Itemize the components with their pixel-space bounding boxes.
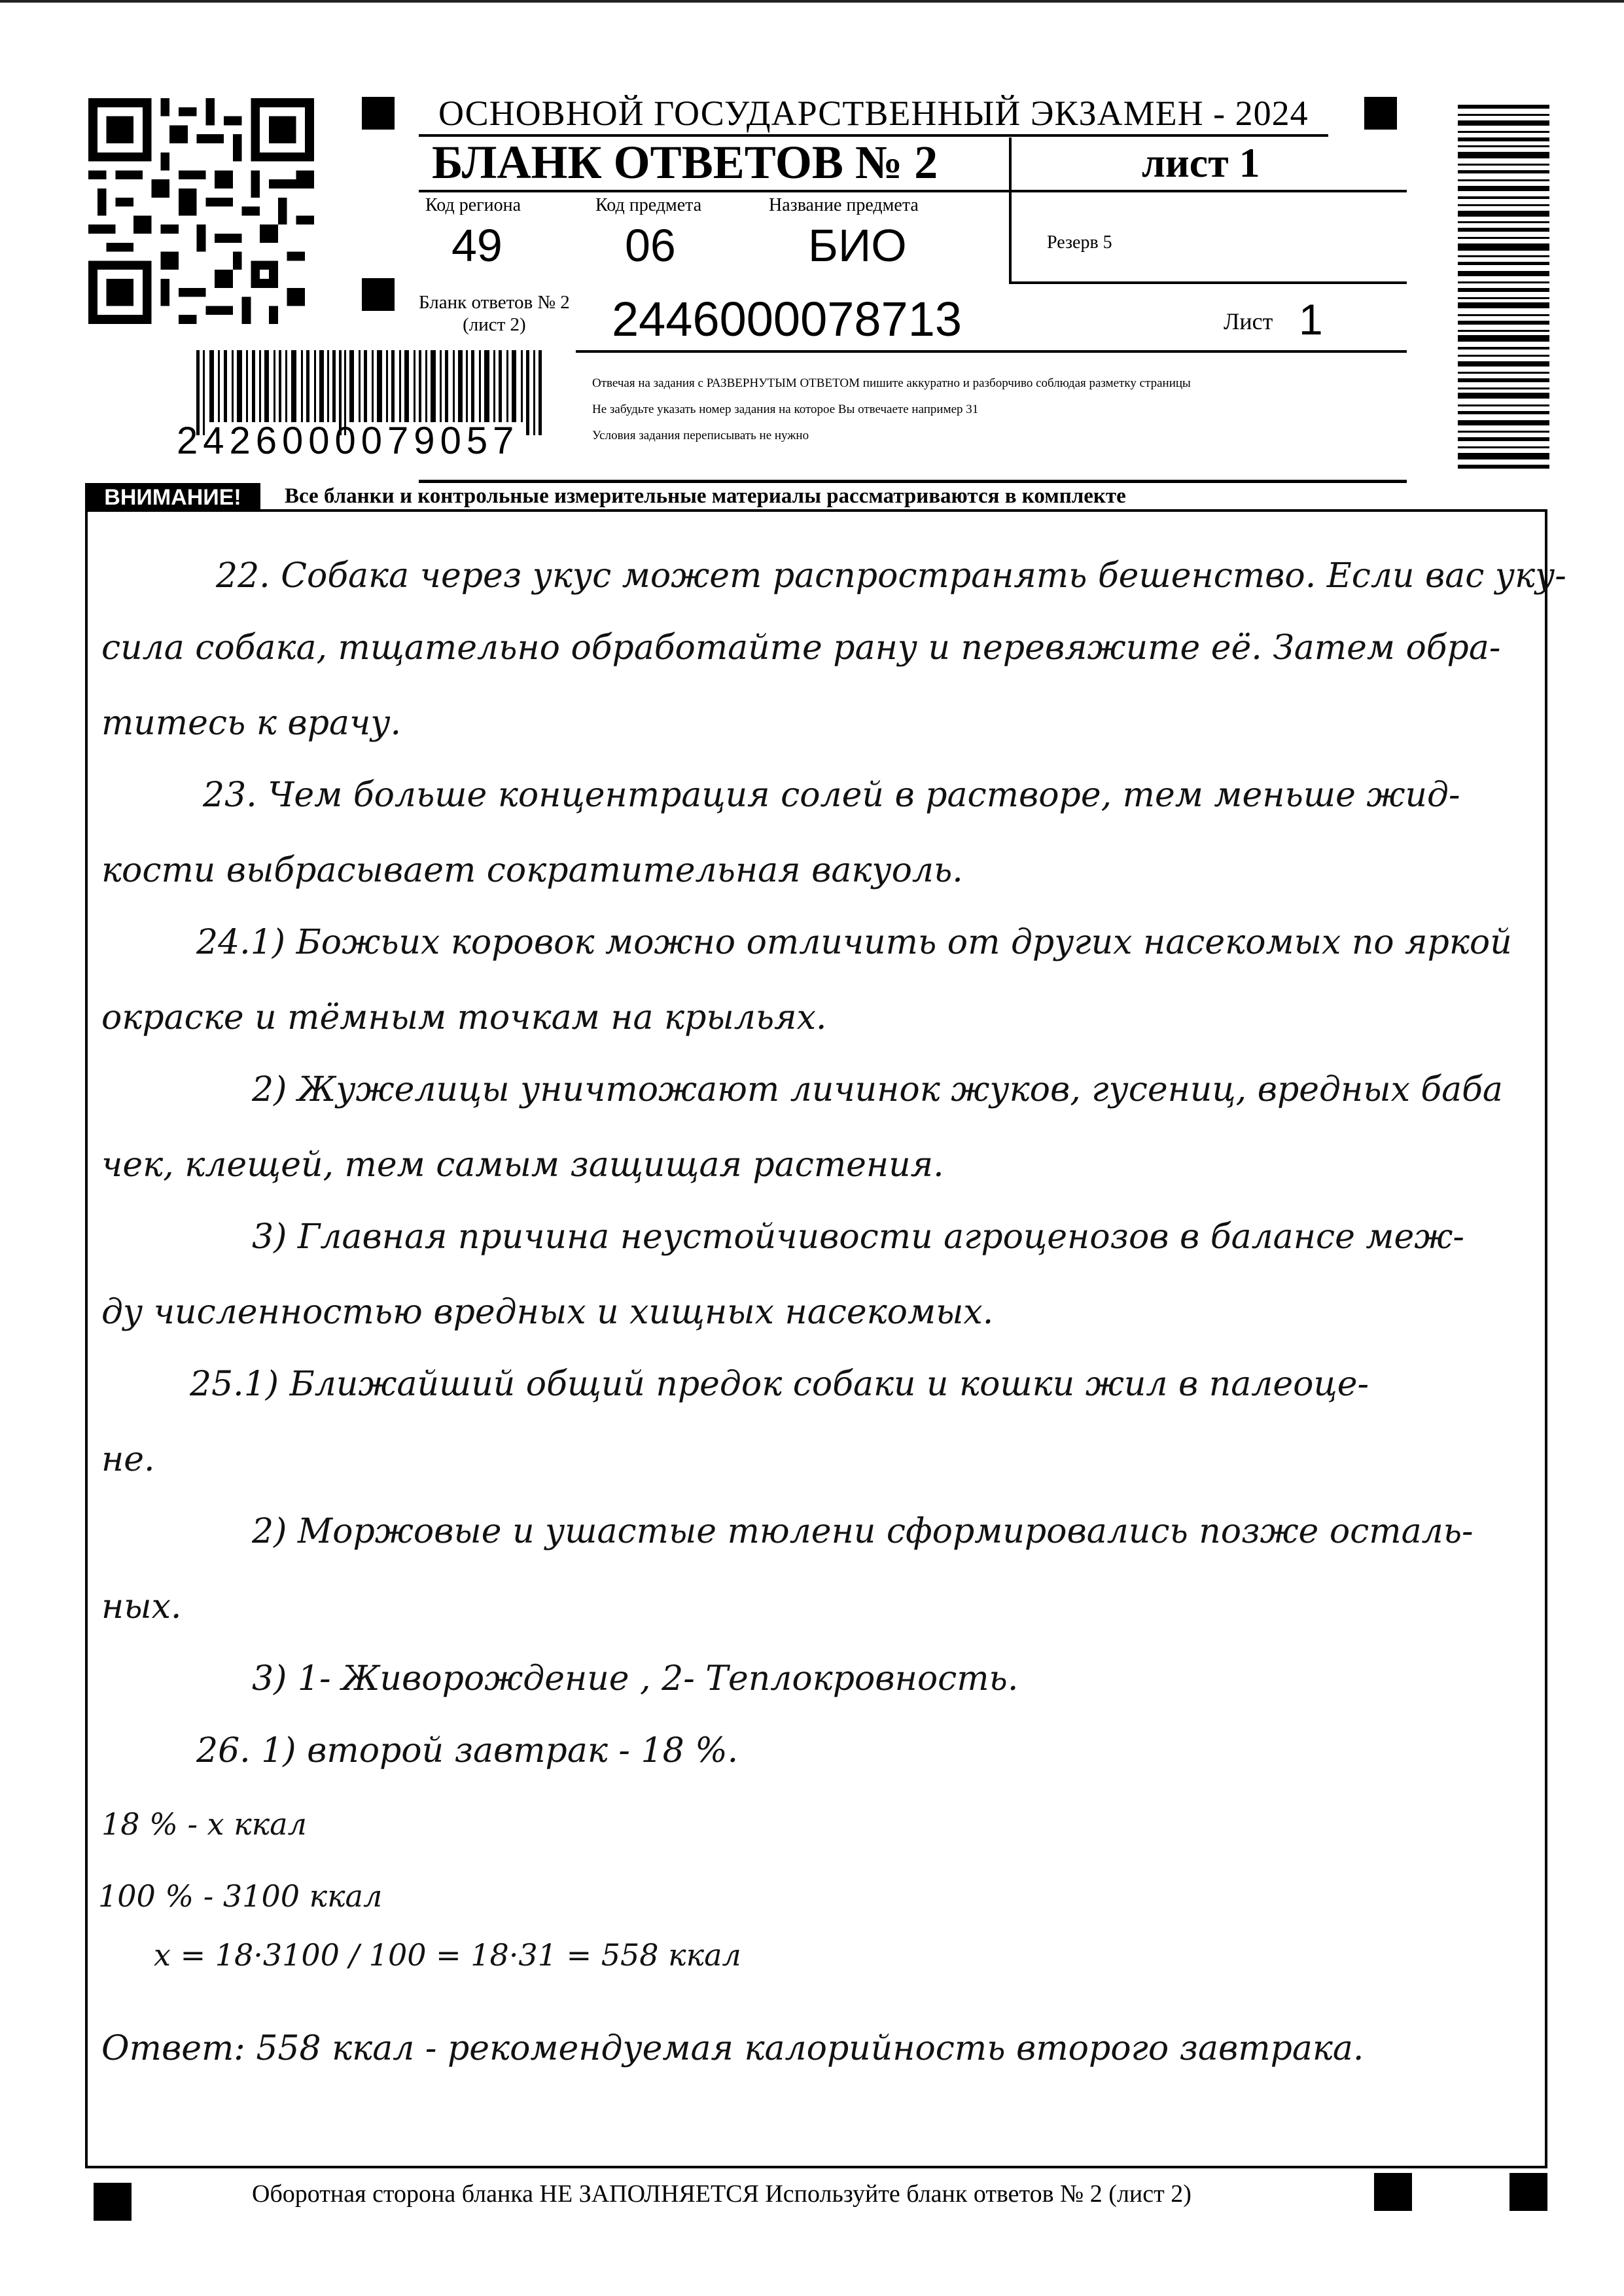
answer-area (85, 509, 1547, 2168)
subject-name-label: Название предмета (769, 195, 919, 215)
answer-line: Ответ: 558 ккал - рекомендуемая калорийность второго завтрака. (101, 2029, 1364, 2068)
region-label: Код региона (425, 195, 521, 215)
qr-code (88, 98, 314, 324)
answer-line: 22. Собака через укус может распространять бешенство. Если вас уку- (216, 556, 1566, 596)
instruction-line: Не забудьте указать номер задания на которое Вы отвечаете например 31 (592, 403, 979, 416)
registration-marker (362, 278, 395, 311)
instruction-line: Условия задания переписывать не нужно (592, 429, 809, 442)
answer-line: 2) Жужелицы уничтожают личинок жуков, гусениц, вредных баба (252, 1070, 1503, 1109)
attention-badge: ВНИМАНИЕ! (85, 483, 260, 512)
answer-line: титесь к врачу. (101, 704, 402, 743)
divider (419, 480, 1407, 483)
form-title: БЛАНК ОТВЕТОВ № 2 (432, 136, 938, 188)
registration-marker (1364, 97, 1397, 130)
answer-line: окраске и тёмным точкам на крыльях. (101, 998, 827, 1037)
sheet-title: лист 1 (1142, 139, 1260, 186)
answer-line: 24.1) Божьих коровок можно отличить от других насекомых по яркой (196, 923, 1512, 962)
vertical-barcode (1458, 105, 1549, 471)
answer-line: 100 % - 3100 ккал (98, 1878, 383, 1914)
registration-marker (362, 97, 395, 130)
answer-line: 25.1) Ближайший общий предок собаки и кошки жил в палеоце- (190, 1365, 1369, 1404)
exam-title: ОСНОВНОЙ ГОСУДАРСТВЕННЫЙ ЭКЗАМЕН - 2024 (438, 94, 1309, 133)
divider (576, 350, 1407, 353)
registration-marker (1374, 2173, 1412, 2211)
sheet-label: Лист (1224, 308, 1273, 334)
blank2-label: Бланк ответов № 2 (лист 2) (419, 292, 570, 335)
subject-code-label: Код предмета (595, 195, 702, 215)
blank2-number: 2446000078713 (612, 292, 962, 346)
registration-marker (94, 2183, 132, 2221)
answer-line: кости выбрасывает сократительная вакуоль. (101, 851, 963, 890)
answer-line: 23. Чем больше концентрация солей в растворе, тем меньше жид- (203, 776, 1460, 815)
subject-code-value: 06 (625, 220, 676, 271)
answer-line: чек, клещей, тем самым защищая растения. (101, 1145, 944, 1185)
answer-line: х = 18·3100 / 100 = 18·31 = 558 ккал (154, 1937, 741, 1973)
registration-marker (1509, 2173, 1547, 2211)
instruction-line: Отвечая на задания с РАЗВЕРНУТЫМ ОТВЕТОМ пишите аккуратно и разборчиво соблюдая разметку страницы (592, 376, 1191, 390)
subject-name-value: БИО (808, 220, 907, 271)
divider (1009, 137, 1012, 281)
answer-line: 2) Моржовые и ушастые тюлени сформировались позже осталь- (252, 1512, 1474, 1551)
answer-line: не. (101, 1440, 155, 1479)
answer-line: 3) 1- Живорождение , 2- Теплокровность. (252, 1659, 1019, 1698)
answer-line: ных. (101, 1587, 182, 1626)
reserve-label: Резерв 5 (1047, 232, 1112, 253)
answer-line: 18 % - х ккал (101, 1806, 307, 1842)
top-edge-line (0, 0, 1624, 3)
barcode-number: 2426000079057 (177, 420, 520, 462)
divider (1009, 281, 1407, 284)
answer-line: 3) Главная причина неустойчивости агроценозов в балансе меж- (252, 1217, 1464, 1257)
region-value: 49 (451, 220, 503, 271)
answer-line: ду численностью вредных и хищных насекомых. (101, 1293, 994, 1332)
attention-text: Все бланки и контрольные измерительные материалы рассматриваются в комплекте (285, 484, 1126, 508)
sheet-number: 1 (1299, 295, 1323, 344)
answer-line: 26. 1) второй завтрак - 18 %. (196, 1731, 739, 1770)
answer-line: сила собака, тщательно обработайте рану и перевяжите её. Затем обра- (101, 628, 1501, 668)
footer-note: Оборотная сторона бланка НЕ ЗАПОЛНЯЕТСЯ Используйте бланк ответов № 2 (лист 2) (252, 2180, 1192, 2208)
divider (419, 190, 1407, 192)
